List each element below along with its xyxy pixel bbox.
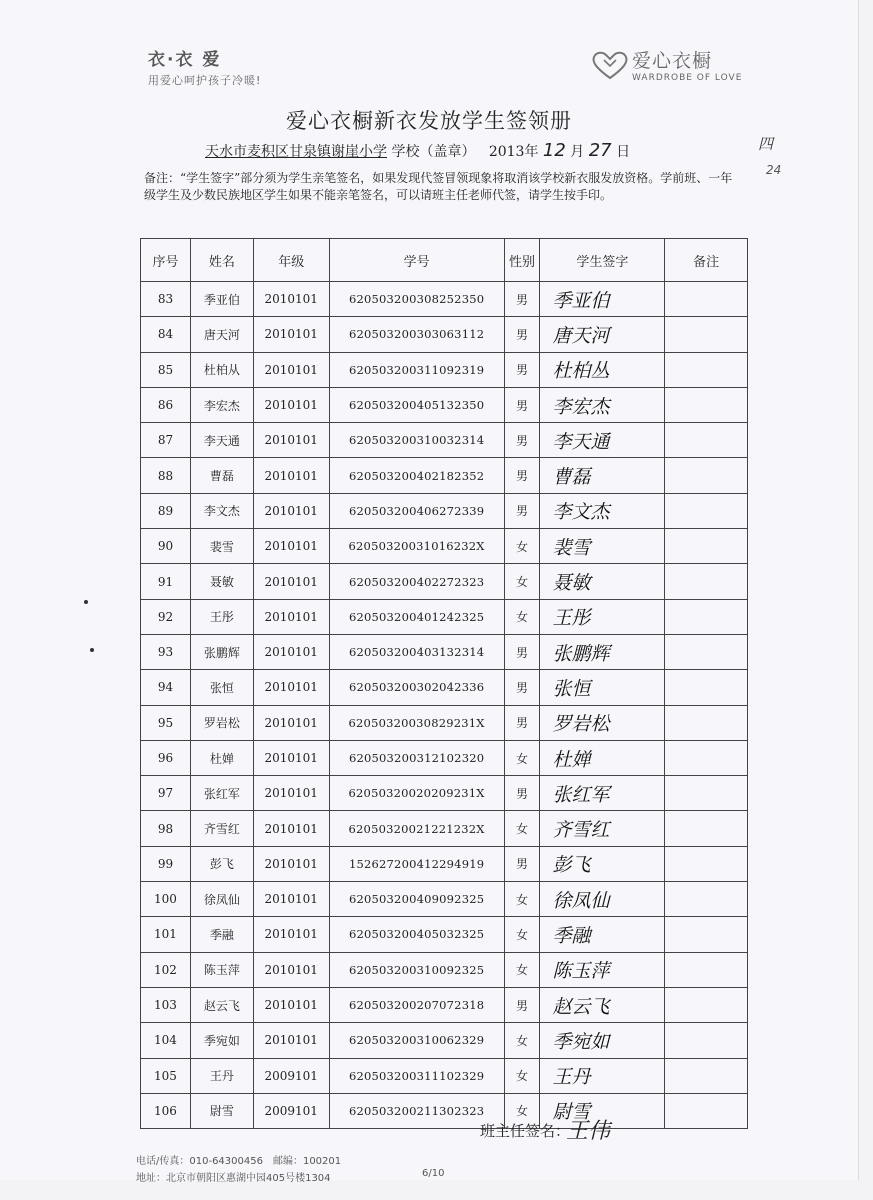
row-number: 101 bbox=[141, 917, 191, 952]
row-number: 94 bbox=[141, 670, 191, 705]
row-number: 98 bbox=[141, 811, 191, 846]
grade: 2010101 bbox=[253, 1023, 329, 1058]
table-row bbox=[141, 317, 748, 352]
table-row bbox=[141, 599, 748, 634]
student-id: 62050320020209231X bbox=[329, 776, 504, 811]
sex: 女 bbox=[504, 564, 540, 599]
row-remark bbox=[665, 1023, 748, 1058]
row-number: 105 bbox=[141, 1058, 191, 1093]
row-number: 106 bbox=[141, 1093, 191, 1128]
row-remark bbox=[665, 776, 748, 811]
student-id: 62050320030829231X bbox=[329, 705, 504, 740]
row-number: 96 bbox=[141, 740, 191, 775]
date-year: 2013年 bbox=[488, 144, 539, 160]
school-label: 学校（盖章） bbox=[391, 144, 476, 160]
school-line bbox=[205, 140, 630, 161]
student-id: 620503200409092325 bbox=[329, 882, 504, 917]
grade: 2010101 bbox=[253, 811, 329, 846]
row-remark bbox=[665, 740, 748, 775]
student-name: 罗岩松 bbox=[190, 705, 253, 740]
corner-handwritten-note: 四 bbox=[758, 135, 774, 153]
sex: 女 bbox=[504, 1023, 540, 1058]
student-id: 620503200405132350 bbox=[329, 387, 504, 422]
table-row bbox=[141, 882, 748, 917]
student-signature: 齐雪红 bbox=[540, 811, 665, 846]
col-header-name: 姓名 bbox=[190, 239, 253, 282]
row-remark bbox=[665, 458, 748, 493]
row-number: 104 bbox=[141, 1023, 191, 1058]
brand-right-sub: WARDROBE OF LOVE bbox=[632, 73, 743, 83]
student-id: 620503200211302323 bbox=[329, 1093, 504, 1128]
footer-address: 地址：北京市朝阳区惠湖中园405号楼1304 bbox=[136, 1173, 331, 1184]
student-id: 620503200403132314 bbox=[329, 634, 504, 669]
table-row bbox=[141, 705, 748, 740]
student-signature: 裴雪 bbox=[540, 529, 665, 564]
brand-left bbox=[148, 45, 261, 88]
row-number: 93 bbox=[141, 634, 191, 669]
row-number: 86 bbox=[141, 387, 191, 422]
student-signature: 季融 bbox=[540, 917, 665, 952]
row-remark bbox=[665, 846, 748, 881]
student-name: 王丹 bbox=[190, 1058, 253, 1093]
student-id: 620503200311102329 bbox=[329, 1058, 504, 1093]
row-remark bbox=[665, 317, 748, 352]
student-id: 620503200312102320 bbox=[329, 740, 504, 775]
brand-right-name: 爱心衣橱 bbox=[632, 50, 713, 72]
row-number: 92 bbox=[141, 599, 191, 634]
sex: 男 bbox=[504, 352, 540, 387]
student-name: 陈玉萍 bbox=[190, 952, 253, 987]
row-number: 89 bbox=[141, 493, 191, 528]
row-number: 84 bbox=[141, 317, 191, 352]
col-header-signature: 学生签字 bbox=[540, 239, 665, 282]
student-id: 620503200311092319 bbox=[329, 352, 504, 387]
grade: 2010101 bbox=[253, 987, 329, 1022]
table-row bbox=[141, 458, 748, 493]
student-name: 尉雪 bbox=[190, 1093, 253, 1128]
sex: 女 bbox=[504, 740, 540, 775]
student-signature: 张红军 bbox=[540, 776, 665, 811]
table-row bbox=[141, 952, 748, 987]
student-signature: 唐天河 bbox=[540, 317, 665, 352]
sex: 男 bbox=[504, 634, 540, 669]
student-name: 张红军 bbox=[190, 776, 253, 811]
row-remark bbox=[665, 423, 748, 458]
student-signature: 季亚伯 bbox=[540, 282, 665, 317]
student-id: 620503200303063112 bbox=[329, 317, 504, 352]
col-header-remark: 备注 bbox=[665, 239, 748, 282]
row-number: 87 bbox=[141, 423, 191, 458]
student-name: 季融 bbox=[190, 917, 253, 952]
student-name: 齐雪红 bbox=[190, 811, 253, 846]
student-name: 杜柏从 bbox=[190, 352, 253, 387]
sex: 男 bbox=[504, 670, 540, 705]
row-number: 97 bbox=[141, 776, 191, 811]
table-row bbox=[141, 1093, 748, 1128]
grade: 2010101 bbox=[253, 670, 329, 705]
row-remark bbox=[665, 529, 748, 564]
student-name: 李天通 bbox=[190, 423, 253, 458]
grade: 2010101 bbox=[253, 740, 329, 775]
teacher-signature: 王伟 bbox=[566, 1119, 611, 1144]
student-name: 季宛如 bbox=[190, 1023, 253, 1058]
wardrobe-heart-icon bbox=[588, 48, 632, 82]
punch-mark bbox=[90, 648, 94, 652]
student-signature: 尉雪 bbox=[540, 1093, 665, 1128]
row-remark bbox=[665, 917, 748, 952]
grade: 2010101 bbox=[253, 846, 329, 881]
grade: 2010101 bbox=[253, 458, 329, 493]
student-signature: 王丹 bbox=[540, 1058, 665, 1093]
sex: 女 bbox=[504, 529, 540, 564]
student-name: 李宏杰 bbox=[190, 387, 253, 422]
table-row bbox=[141, 740, 748, 775]
grade: 2010101 bbox=[253, 352, 329, 387]
table-row bbox=[141, 352, 748, 387]
row-remark bbox=[665, 387, 748, 422]
col-header-no: 序号 bbox=[141, 239, 191, 282]
school-name: 天水市麦积区甘泉镇谢崖小学 bbox=[205, 144, 387, 160]
grade: 2010101 bbox=[253, 493, 329, 528]
grade: 2010101 bbox=[253, 529, 329, 564]
date-day: 27 bbox=[588, 140, 612, 161]
grade: 2010101 bbox=[253, 599, 329, 634]
student-signature: 张恒 bbox=[540, 670, 665, 705]
student-id: 620503200405032325 bbox=[329, 917, 504, 952]
student-name: 张鹏辉 bbox=[190, 634, 253, 669]
table-row bbox=[141, 917, 748, 952]
grade: 2010101 bbox=[253, 317, 329, 352]
table-row bbox=[141, 423, 748, 458]
grade: 2009101 bbox=[253, 1093, 329, 1128]
sex: 男 bbox=[504, 776, 540, 811]
table-row bbox=[141, 1023, 748, 1058]
student-name: 裴雪 bbox=[190, 529, 253, 564]
student-signature: 杜柏丛 bbox=[540, 352, 665, 387]
table-row bbox=[141, 564, 748, 599]
student-signature: 季宛如 bbox=[540, 1023, 665, 1058]
student-id: 62050320021221232X bbox=[329, 811, 504, 846]
student-id: 620503200402272323 bbox=[329, 564, 504, 599]
brand-logo-text: 衣·衣 爱 bbox=[148, 50, 222, 70]
row-remark bbox=[665, 670, 748, 705]
page-title: 爱心衣橱新衣发放学生签领册 bbox=[286, 109, 572, 133]
student-name: 杜婵 bbox=[190, 740, 253, 775]
student-id: 62050320031016232X bbox=[329, 529, 504, 564]
sex: 男 bbox=[504, 317, 540, 352]
student-id: 620503200310032314 bbox=[329, 423, 504, 458]
student-signature: 王彤 bbox=[540, 599, 665, 634]
student-signature: 李文杰 bbox=[540, 493, 665, 528]
row-number: 85 bbox=[141, 352, 191, 387]
table-row bbox=[141, 634, 748, 669]
row-remark bbox=[665, 705, 748, 740]
corner-handwritten-count: 24 bbox=[766, 163, 782, 177]
brand-slogan: 用爱心呵护孩子冷暖! bbox=[148, 74, 262, 87]
table-row bbox=[141, 776, 748, 811]
grade: 2010101 bbox=[253, 423, 329, 458]
student-signature: 聂敏 bbox=[540, 564, 665, 599]
grade: 2010101 bbox=[253, 917, 329, 952]
student-signature: 赵云飞 bbox=[540, 987, 665, 1022]
col-header-sex: 性别 bbox=[504, 239, 540, 282]
table-row bbox=[141, 987, 748, 1022]
student-id: 620503200207072318 bbox=[329, 987, 504, 1022]
row-number: 103 bbox=[141, 987, 191, 1022]
sex: 女 bbox=[504, 1058, 540, 1093]
grade: 2010101 bbox=[253, 634, 329, 669]
row-remark bbox=[665, 564, 748, 599]
row-remark bbox=[665, 811, 748, 846]
date-month: 12 bbox=[542, 140, 566, 161]
row-number: 99 bbox=[141, 846, 191, 881]
row-remark bbox=[665, 952, 748, 987]
table-row bbox=[141, 846, 748, 881]
table-row bbox=[141, 811, 748, 846]
row-number: 88 bbox=[141, 458, 191, 493]
row-remark bbox=[665, 599, 748, 634]
page-number: 6/10 bbox=[422, 1168, 445, 1179]
student-name: 聂敏 bbox=[190, 564, 253, 599]
row-remark bbox=[665, 634, 748, 669]
table-row bbox=[141, 493, 748, 528]
sex: 男 bbox=[504, 493, 540, 528]
footer-contact: 电话/传真：010-64300456 邮编：100201 bbox=[136, 1156, 342, 1167]
sex: 男 bbox=[504, 282, 540, 317]
table-row bbox=[141, 387, 748, 422]
sex: 男 bbox=[504, 387, 540, 422]
student-signature: 杜婵 bbox=[540, 740, 665, 775]
table-header-row bbox=[141, 239, 748, 282]
table-row bbox=[141, 1058, 748, 1093]
row-remark bbox=[665, 882, 748, 917]
roster-body bbox=[141, 282, 748, 1129]
footer bbox=[136, 1152, 341, 1184]
sex: 女 bbox=[504, 952, 540, 987]
row-remark bbox=[665, 282, 748, 317]
student-id: 620503200310092325 bbox=[329, 952, 504, 987]
sex: 男 bbox=[504, 705, 540, 740]
sex: 女 bbox=[504, 811, 540, 846]
sex: 男 bbox=[504, 423, 540, 458]
student-signature: 罗岩松 bbox=[540, 705, 665, 740]
student-signature: 张鹏辉 bbox=[540, 634, 665, 669]
row-number: 102 bbox=[141, 952, 191, 987]
student-id: 620503200308252350 bbox=[329, 282, 504, 317]
student-name: 季亚伯 bbox=[190, 282, 253, 317]
row-remark bbox=[665, 493, 748, 528]
col-header-student-id: 学号 bbox=[329, 239, 504, 282]
sex: 男 bbox=[504, 987, 540, 1022]
student-id: 620503200302042336 bbox=[329, 670, 504, 705]
grade: 2010101 bbox=[253, 282, 329, 317]
grade: 2010101 bbox=[253, 952, 329, 987]
table-row bbox=[141, 529, 748, 564]
student-id: 620503200401242325 bbox=[329, 599, 504, 634]
grade: 2010101 bbox=[253, 776, 329, 811]
student-name: 曹磊 bbox=[190, 458, 253, 493]
date-month-label: 月 bbox=[570, 144, 585, 160]
punch-mark bbox=[84, 600, 88, 604]
grade: 2009101 bbox=[253, 1058, 329, 1093]
student-signature: 曹磊 bbox=[540, 458, 665, 493]
student-id: 620503200310062329 bbox=[329, 1023, 504, 1058]
student-name: 徐凤仙 bbox=[190, 882, 253, 917]
row-number: 90 bbox=[141, 529, 191, 564]
student-id: 620503200406272339 bbox=[329, 493, 504, 528]
student-name: 王彤 bbox=[190, 599, 253, 634]
table-row bbox=[141, 282, 748, 317]
student-name: 李文杰 bbox=[190, 493, 253, 528]
student-signature: 徐凤仙 bbox=[540, 882, 665, 917]
grade: 2010101 bbox=[253, 387, 329, 422]
row-remark bbox=[665, 352, 748, 387]
brand-right bbox=[588, 46, 742, 83]
student-signature: 李宏杰 bbox=[540, 387, 665, 422]
roster-table bbox=[140, 238, 748, 1129]
student-name: 唐天河 bbox=[190, 317, 253, 352]
sex: 男 bbox=[504, 846, 540, 881]
sex: 女 bbox=[504, 1093, 540, 1128]
row-number: 100 bbox=[141, 882, 191, 917]
student-id: 620503200402182352 bbox=[329, 458, 504, 493]
row-remark bbox=[665, 1058, 748, 1093]
student-signature: 李天通 bbox=[540, 423, 665, 458]
teacher-signature-label: 班主任签名： bbox=[480, 1122, 571, 1140]
date-day-label: 日 bbox=[616, 144, 631, 160]
student-name: 张恒 bbox=[190, 670, 253, 705]
sex: 女 bbox=[504, 882, 540, 917]
student-name: 彭飞 bbox=[190, 846, 253, 881]
row-remark bbox=[665, 987, 748, 1022]
sex: 男 bbox=[504, 458, 540, 493]
remark-text: 备注：“学生签字”部分须为学生亲笔签名，如果发现代签冒领现象将取消该学校新衣服发放资格。学前班、一年级学生及少数民族地区学生如果不能亲笔签名，可以请班主任老师代签，请学生按手印。 bbox=[144, 171, 733, 202]
student-name: 赵云飞 bbox=[190, 987, 253, 1022]
grade: 2010101 bbox=[253, 705, 329, 740]
col-header-grade: 年级 bbox=[253, 239, 329, 282]
student-id: 152627200412294919 bbox=[329, 846, 504, 881]
grade: 2010101 bbox=[253, 882, 329, 917]
table-row bbox=[141, 670, 748, 705]
student-signature: 陈玉萍 bbox=[540, 952, 665, 987]
student-signature: 彭飞 bbox=[540, 846, 665, 881]
grade: 2010101 bbox=[253, 564, 329, 599]
sex: 女 bbox=[504, 599, 540, 634]
row-number: 83 bbox=[141, 282, 191, 317]
sex: 女 bbox=[504, 917, 540, 952]
row-number: 95 bbox=[141, 705, 191, 740]
row-number: 91 bbox=[141, 564, 191, 599]
row-remark bbox=[665, 1093, 748, 1128]
